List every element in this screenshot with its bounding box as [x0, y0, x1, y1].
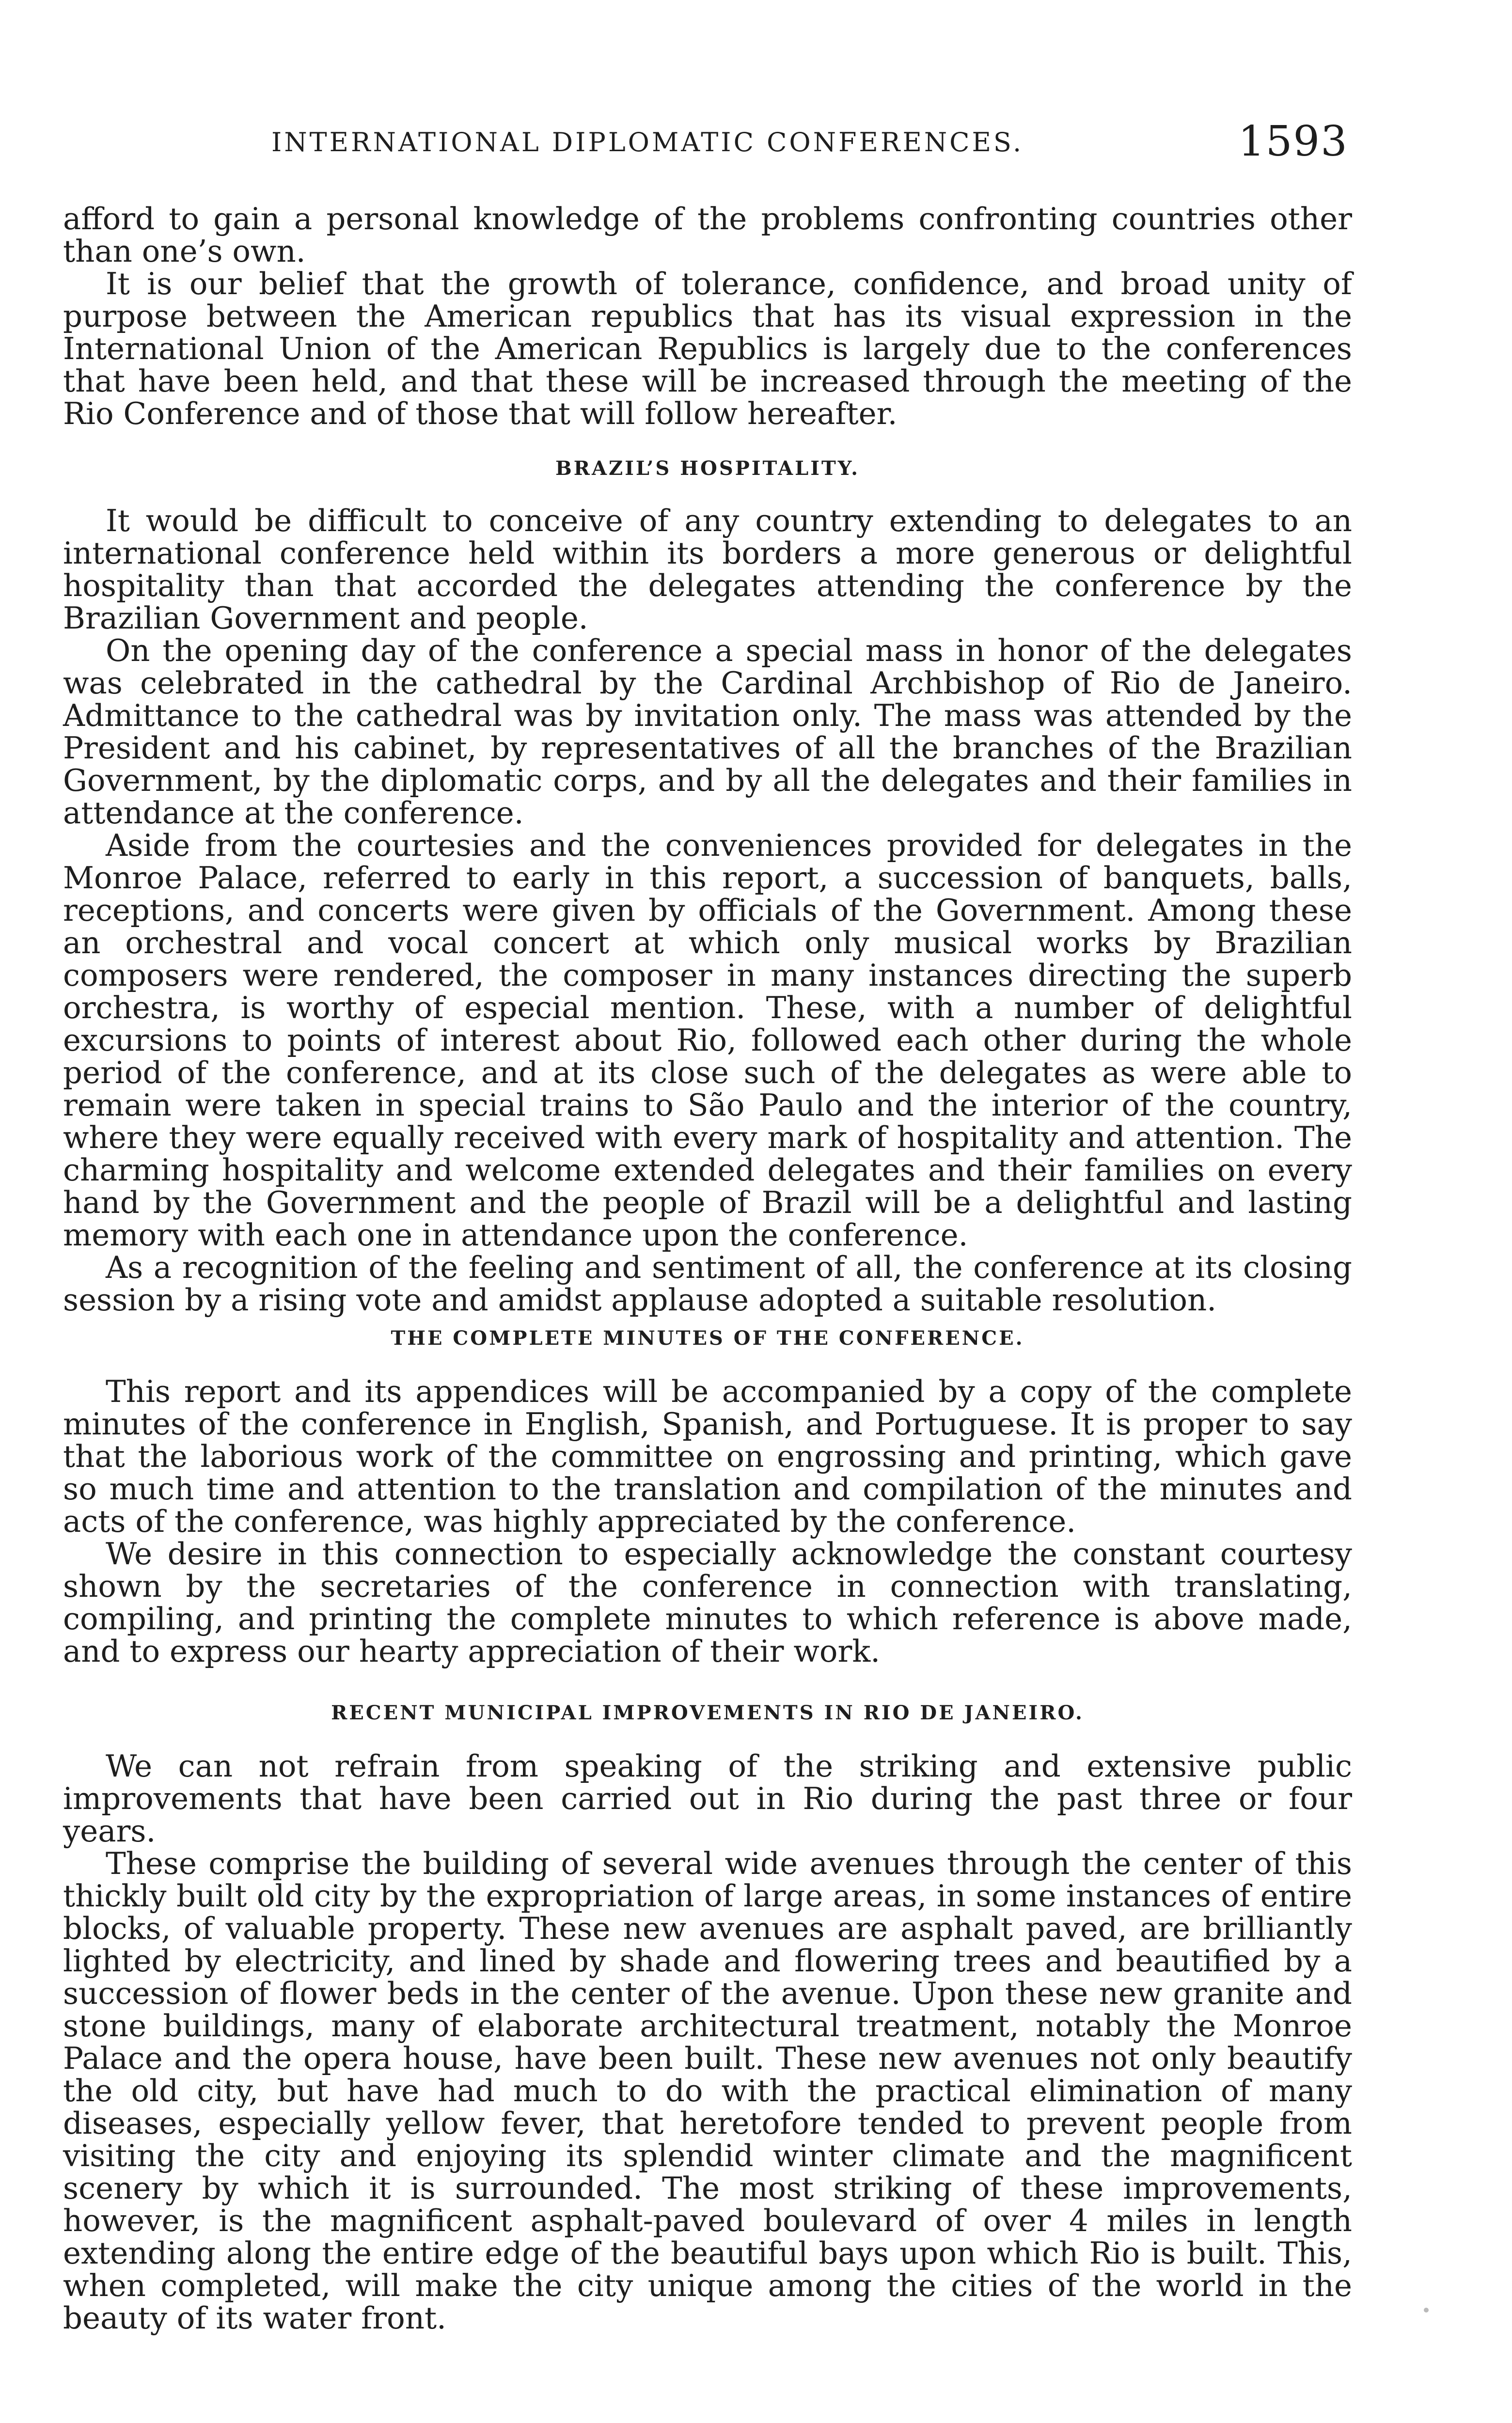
paragraph-improvements-intro: We can not refrain from speaking of the striking and extensive public improvements that have been carried out in Rio during the past three or four years. — [63, 1748, 1352, 1849]
text-column — [63, 203, 1352, 2334]
section-heading-improvements: RECENT MUNICIPAL IMPROVEMENTS IN RIO DE JANEIRO. — [331, 1701, 1084, 1724]
paragraph-hospitality-intro: It would be difficult to conceive of any country extending to delegates to an international conference held within its borders a more generous or delightful hospitality than that accorded the delegates attending the conference by the Brazilian Government and people. — [63, 503, 1352, 636]
paragraph-tolerance: It is our belief that the growth of tolerance, confidence, and broad unity of purpose between the American republics that has its visual expression in the International Union of the American Republics is largely due to the conferences that have been held, and that these will be increased through the meeting of the Rio Conference and of those that will follow hereafter. — [63, 266, 1352, 431]
running-title: INTERNATIONAL DIPLOMATIC CONFERENCES. — [271, 127, 1024, 157]
section-heading-minutes: THE COMPLETE MINUTES OF THE CONFERENCE. — [391, 1327, 1024, 1350]
paragraph-minutes: This report and its appendices will be accompanied by a copy of the complete minutes of the conference in English, Spanish, and Portuguese. It is proper to say that the laborious work of the committee on engrossing and printing, which gave so much time and attention to the translation and compilation of the minutes and acts of the conference, was highly appreciated by the conference. — [63, 1374, 1352, 1539]
paragraph-avenues: These comprise the building of several wide avenues through the center of this thickly built old city by the expropriation of large areas, in some instances of entire blocks, of valuable property. These new avenues are asphalt paved, are brilliantly lighted by electricity, and lined by shade and flowering trees and beautified by a succession of flower beds in the center of the avenue. Upon these new granite and stone buildings, many of elaborate architectural treatment, notably the Monroe Palace and the opera house, have been built. These new avenues not only beautify the old city, but have had much to do with the practical elimination of many diseases, especially yellow fever, that heretofore tended to prevent people from visiting the city and enjoying its splendid winter climate and the magnificent scenery by which it is surrounded. The most striking of these improvements, however, is the magnificent asphalt-paved boulevard of over 4 miles in length extending along the entire edge of the beautiful bays upon which Rio is built. This, when completed, will make the city unique among the cities of the world in the beauty of its water front. — [63, 1846, 1352, 2336]
page-number: 1593 — [1238, 117, 1348, 166]
section-heading-hospitality: BRAZIL’S HOSPITALITY. — [555, 457, 860, 480]
paragraph-continuation: afford to gain a personal knowledge of the problems confronting countries other than one’s own. — [63, 201, 1352, 269]
paragraph-opening-mass: On the opening day of the conference a special mass in honor of the delegates was celebrated in the cathedral by the Cardinal Archbishop of Rio de Janeiro. Admittance to the cathedral was by invitation only. The mass was attended by the President and his cabinet, by representatives of all the branches of the Brazilian Government, by the diplomatic corps, and by all the delegates and their families in attendance at the conference. — [63, 633, 1352, 831]
scan-speck — [1424, 2308, 1429, 2313]
paragraph-courtesies: Aside from the courtesies and the conveniences provided for delegates in the Monroe Palace, referred to early in this report, a succession of banquets, balls, receptions, and concerts were given by officials of the Government. Among these an orchestral and vocal concert at which only musical works by Brazilian composers were rendered, the composer in many instances directing the superb orchestra, is worthy of especial mention. These, with a number of delightful excursions to points of interest about Rio, followed each other during the whole period of the conference, and at its close such of the delegates as were able to remain were taken in special trains to São Paulo and the interior of the country, where they were equally received with every mark of hospitality and attention. The charming hospitality and welcome extended delegates and their families on every hand by the Government and the people of Brazil will be a delightful and lasting memory with each one in attendance upon the conference. — [63, 828, 1352, 1253]
paragraph-resolution: As a recognition of the feeling and sentiment of all, the conference at its closing session by a rising vote and amidst applause adopted a suitable resolution. — [63, 1250, 1352, 1318]
paragraph-secretaries: We desire in this connection to especially acknowledge the constant courtesy shown by the secretaries of the conference in connection with translating, compiling, and printing the complete minutes to which reference is above made, and to express our hearty appreciation of their work. — [63, 1536, 1352, 1669]
